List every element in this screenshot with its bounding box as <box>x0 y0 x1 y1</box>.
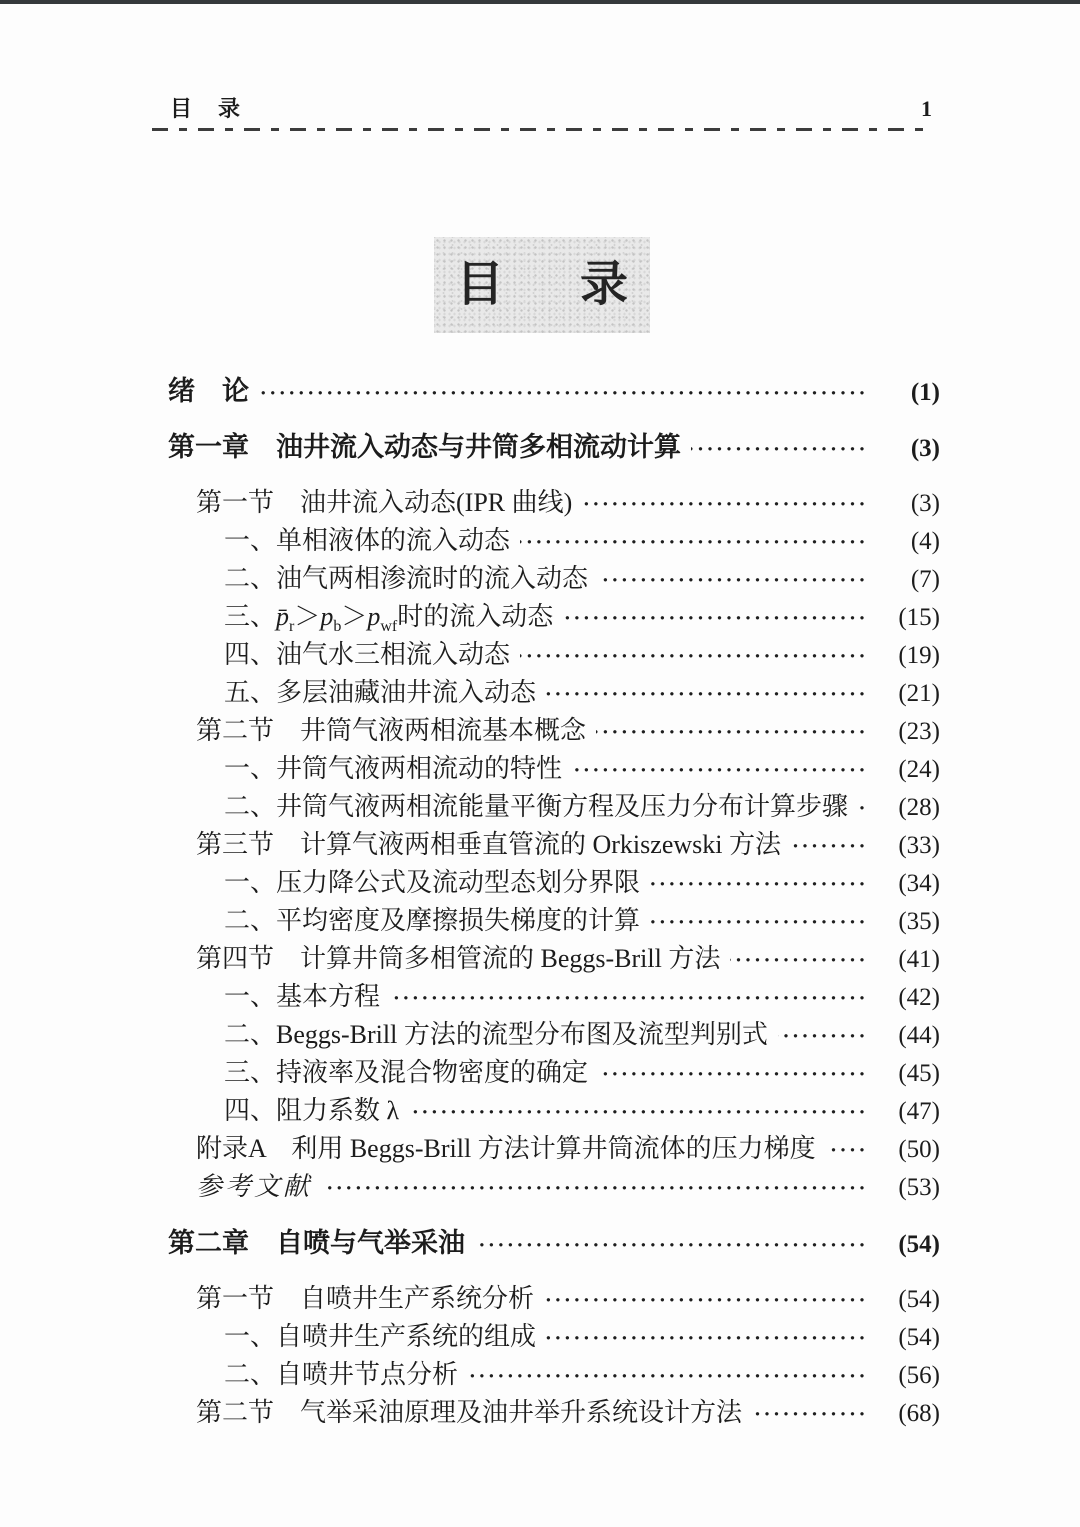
dot-leader <box>475 1226 868 1264</box>
toc-page-number: (47) <box>898 1098 940 1125</box>
toc-entry-label: 参考文献 <box>196 1172 313 1201</box>
toc-entry-label: 第三节 计算气液两相垂直管流的 Orkiszewski 方法 <box>196 830 781 859</box>
toc-page-number: (7) <box>910 566 940 593</box>
toc-entry-label: 二、Beggs-Brill 方法的流型分布图及流型判别式 <box>224 1020 768 1049</box>
dot-leader <box>468 1357 868 1395</box>
toc-entry <box>168 1356 940 1394</box>
toc-entry <box>168 1394 940 1432</box>
toc-entry-label: 一、自喷井生产系统的组成 <box>224 1322 537 1351</box>
dot-leader <box>752 1395 868 1433</box>
dot-leader <box>650 865 868 903</box>
toc-page-number: (3) <box>910 435 940 462</box>
toc-entry <box>168 1168 940 1206</box>
toc-entry <box>168 826 940 864</box>
toc-entry-label: 第一节 油井流入动态(IPR 曲线) <box>196 488 573 517</box>
toc-entry <box>168 864 940 902</box>
toc-page-number: (24) <box>898 756 940 783</box>
toc-entry <box>168 788 940 826</box>
toc-entry-label: 第二节 气举采油原理及油井举升系统设计方法 <box>196 1398 743 1427</box>
toc-entry <box>168 674 940 712</box>
dot-leader <box>598 561 868 599</box>
toc-entry-label: 四、油气水三相流入动态 <box>224 640 511 669</box>
dot-leader <box>572 751 868 789</box>
toc-entry <box>168 1280 940 1318</box>
toc-entry-label: 二、自喷井节点分析 <box>224 1360 459 1389</box>
dot-leader <box>778 1017 868 1055</box>
toc-page-number: (15) <box>898 604 940 631</box>
toc-entry <box>168 372 940 410</box>
toc-entry <box>168 978 940 1016</box>
dot-leader <box>563 599 868 637</box>
toc-list <box>168 372 940 1432</box>
toc-entry-label: 一、基本方程 <box>224 982 381 1011</box>
toc-page-number: (45) <box>898 1060 940 1087</box>
dot-leader <box>259 374 868 412</box>
toc-entry-label: 三、持液率及混合物密度的确定 <box>224 1058 589 1087</box>
toc-page-number: (4) <box>910 528 940 555</box>
toc-entry <box>168 940 940 978</box>
dot-leader <box>858 789 868 827</box>
toc-page-number: (44) <box>898 1022 940 1049</box>
toc-entry-label: 一、单相液体的流入动态 <box>224 526 511 555</box>
toc-entry-label: 五、多层油藏油井流入动态 <box>224 678 537 707</box>
dot-leader <box>691 430 868 468</box>
toc-page-number: (21) <box>898 680 940 707</box>
toc-entry <box>168 522 940 560</box>
toc-entry-label: 二、平均密度及摩擦损失梯度的计算 <box>224 906 641 935</box>
toc-entry <box>168 750 940 788</box>
toc-entry-label: 第一节 自喷井生产系统分析 <box>196 1284 535 1313</box>
toc-page-number: (34) <box>898 870 940 897</box>
toc-page-number: (23) <box>898 718 940 745</box>
toc-entry <box>168 1318 940 1356</box>
toc-entry <box>168 560 940 598</box>
toc-entry <box>168 902 940 940</box>
dot-leader <box>582 485 868 523</box>
running-header-title: 目 录 <box>170 96 243 121</box>
toc-entry <box>168 598 940 636</box>
toc-entry-label: 一、井筒气液两相流动的特性 <box>224 754 563 783</box>
toc-page-number: (3) <box>910 490 940 517</box>
toc-entry-label: 第二章 自喷与气举采油 <box>168 1228 465 1258</box>
dot-leader <box>544 1281 868 1319</box>
toc-entry <box>168 712 940 750</box>
toc-entry-label: 二、油气两相渗流时的流入动态 <box>224 564 589 593</box>
dot-leader <box>390 979 868 1017</box>
dot-leader <box>791 827 868 865</box>
toc-page-number: (42) <box>898 984 940 1011</box>
dot-leader <box>322 1169 868 1207</box>
dot-leader <box>598 1055 868 1093</box>
toc-page-number: (28) <box>898 794 940 821</box>
header-rule <box>152 128 932 131</box>
toc-entry-label: 四、阻力系数 λ <box>224 1096 400 1125</box>
toc-entry <box>168 1224 940 1262</box>
toc-entry-label: 第二节 井筒气液两相流基本概念 <box>196 716 587 745</box>
running-header <box>170 92 932 123</box>
toc-entry <box>168 428 940 466</box>
toc-entry <box>168 1016 940 1054</box>
toc-entry-label: 三、$p̄_r>p_b>p_{wf}$时的流入动态 <box>224 602 554 636</box>
dot-leader <box>730 941 868 979</box>
toc-page-number: (1) <box>910 379 940 406</box>
dot-leader <box>409 1093 868 1131</box>
toc-entry <box>168 1054 940 1092</box>
dot-leader <box>520 523 868 561</box>
toc-page-number: (54) <box>898 1324 940 1351</box>
toc-entry-label: 绪 论 <box>168 376 249 406</box>
toc-page-number: (33) <box>898 832 940 859</box>
toc-entry-label: 第一章 油井流入动态与井筒多相流动计算 <box>168 432 681 462</box>
dot-leader <box>650 903 868 941</box>
toc-page-number: (41) <box>898 946 940 973</box>
toc-page-number: (54) <box>898 1231 940 1258</box>
toc-title-char-right: 录 <box>579 258 628 311</box>
toc-page-number: (50) <box>898 1136 940 1163</box>
dot-leader <box>520 637 868 675</box>
toc-title-block <box>434 237 650 333</box>
toc-entry <box>168 1130 940 1168</box>
toc-entry-label: 第四节 计算井筒多相管流的 Beggs-Brill 方法 <box>196 944 721 973</box>
dot-leader <box>826 1131 868 1169</box>
toc-entry <box>168 636 940 674</box>
running-header-page-number: 1 <box>921 96 932 121</box>
toc-page-number: (56) <box>898 1362 940 1389</box>
toc-entry <box>168 1092 940 1130</box>
toc-entry <box>168 484 940 522</box>
toc-page-number: (35) <box>898 908 940 935</box>
toc-page-number: (19) <box>898 642 940 669</box>
toc-page-number: (68) <box>898 1400 940 1427</box>
toc-entry-label: 一、压力降公式及流动型态划分界限 <box>224 868 641 897</box>
toc-page-number: (53) <box>898 1174 940 1201</box>
toc-entry-label: 附录A 利用 Beggs-Brill 方法计算井筒流体的压力梯度 <box>196 1134 816 1163</box>
dot-leader <box>546 675 868 713</box>
dot-leader <box>546 1319 868 1357</box>
toc-title-char-left: 目 <box>456 258 505 311</box>
dot-leader <box>596 713 868 751</box>
toc-page-number: (54) <box>898 1286 940 1313</box>
page-top-rule <box>0 0 1080 4</box>
toc-entry-label: 二、井筒气液两相流能量平衡方程及压力分布计算步骤 <box>224 792 849 821</box>
